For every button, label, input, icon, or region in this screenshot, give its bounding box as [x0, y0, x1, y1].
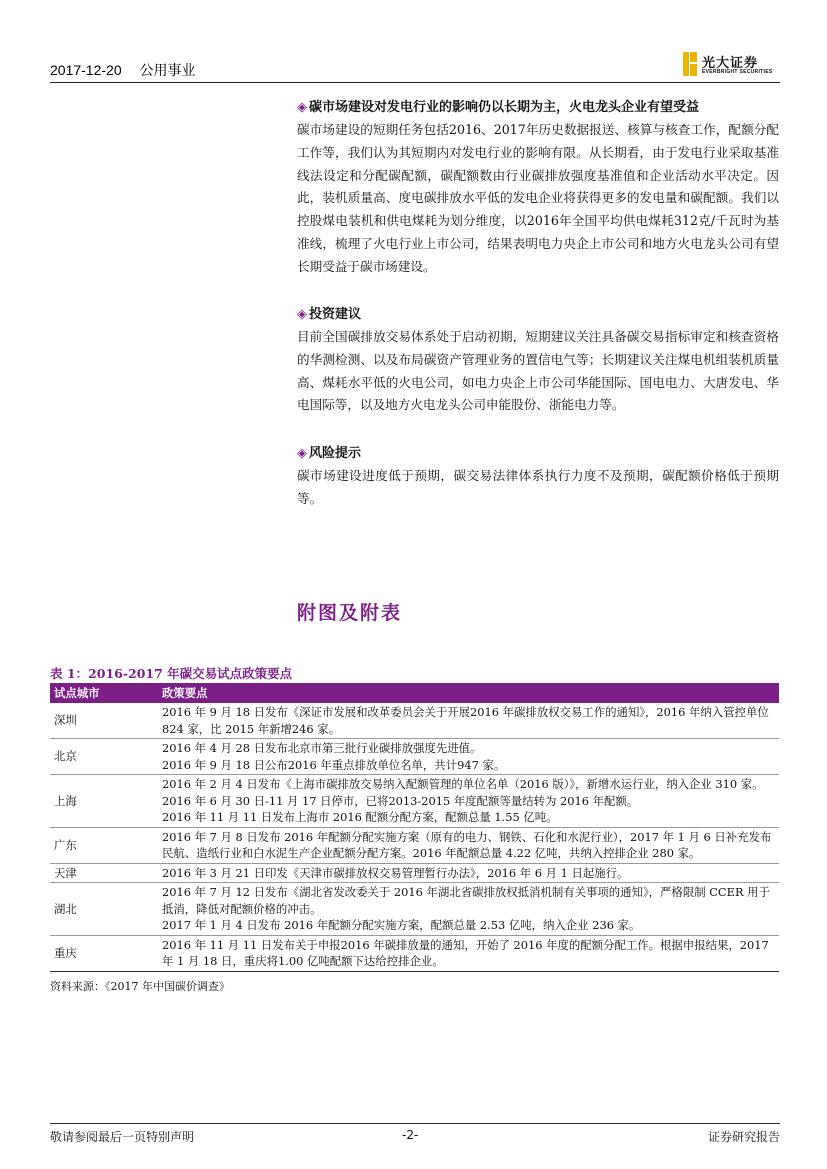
policy-point: 2016 年 11 月 11 日发布上海市 2016 配额分配方案，配额总量 1.55 亿吨。 — [162, 810, 558, 824]
policy-table — [50, 683, 779, 972]
section-risk-warning — [297, 443, 779, 511]
table-source: 资料来源：《2017 年中国碳价调查》 — [50, 980, 230, 993]
policy-point: 2016 年 7 月 12 日发布《湖北省发改委关于 2016 年湖北省碳排放权抵消机制有关事项的通知》，严格限制 CCER 用于抵消，降低对配额价格的冲击。 — [162, 885, 770, 916]
policy-point: 2016 年 4 月 28 日发布北京市第三批行业碳排放强度先进值。 — [162, 741, 482, 755]
diamond-bullet-icon: ◈ — [297, 100, 307, 115]
column-header-points: 政策要点 — [158, 683, 779, 703]
section-heading: ◈ 风险提示 — [297, 446, 362, 461]
table-row — [50, 703, 779, 739]
policy-point: 2017 年 1 月 4 日发布 2016 年配额分配实施方案，配额总量 2.53 亿吨，纳入企业 236 家。 — [162, 918, 641, 932]
footer-disclaimer: 敬请参阅最后一页特别声明 — [50, 1130, 195, 1144]
points-cell — [158, 935, 779, 971]
footer-report-type: 证券研究报告 — [707, 1130, 780, 1144]
table-row — [50, 775, 779, 828]
policy-point: 2016 年 3 月 21 日印发《天津市碳排放权交易管理暂行办法》，2016 年 6 月 1 日起施行。 — [162, 865, 629, 880]
city-cell: 深圳 — [50, 703, 158, 739]
report-sector: 公用事业 — [139, 62, 196, 78]
city-cell: 重庆 — [50, 935, 158, 971]
column-header-city: 试点城市 — [50, 683, 158, 703]
policy-point: 2016 年 9 月 18 日发布《深证市发展和改革委员会关于开展2016 年碳排放权交易工作的通知》，2016 年纳入管控单位 824 家，比 2015 年新增246 家。 — [162, 705, 769, 736]
diamond-bullet-icon: ◈ — [297, 307, 307, 322]
section-heading: ◈ 碳市场建设对发电行业的影响仍以长期为主，火电龙头企业有望受益 — [297, 100, 700, 115]
section-paragraph: 碳市场建设进度低于预期，碳交易法律体系执行力度不及预期，碳配额价格低于预期等。 — [297, 468, 779, 506]
policy-point: 2016 年 2 月 4 日发布《上海市碳排放交易纳入配额管理的单位名单（2016 版）》，新增水运行业，纳入企业 310 家。 — [162, 777, 764, 791]
footer-divider — [50, 1123, 780, 1124]
table-row — [50, 827, 779, 863]
points-cell — [158, 883, 779, 936]
table-title: 表 1：2016-2017 年碳交易试点政策要点 — [50, 666, 293, 681]
city-cell: 北京 — [50, 739, 158, 775]
table-header-row — [50, 683, 779, 703]
points-cell — [158, 863, 779, 883]
city-cell: 广东 — [50, 827, 158, 863]
table-row — [50, 739, 779, 775]
policy-point: 2016 年 7 月 8 日发布 2016 年配额分配实施方案（原有的电力、钢铁、石化和水泥行业），2017 年 1 月 6 日补充发布民航、造纸行业和白水泥生产企业配额分配方案。2016 年配额总量 4.22 亿吨，共纳入控排企业 280 家。 — [162, 829, 772, 860]
points-cell — [158, 827, 779, 863]
everbright-logo-icon — [683, 52, 697, 76]
header-divider — [50, 82, 780, 83]
city-cell: 上海 — [50, 775, 158, 828]
section-paragraph: 目前全国碳排放交易体系处于启动初期，短期建议关注具备碳交易指标审定和核查资格的华测检测、以及布局碳资产管理业务的置信电气等；长期建议关注煤电机组装机质量高、煤耗水平低的火电公司，如电力央企上市公司华能国际、国电电力、大唐发电、华电国际等，以及地方火电龙头公司申能股份、浙能电力等。 — [297, 329, 779, 413]
city-cell: 天津 — [50, 863, 158, 883]
section-carbon-market — [297, 97, 779, 279]
table-row — [50, 935, 779, 971]
city-cell: 湖北 — [50, 883, 158, 936]
points-cell — [158, 703, 779, 739]
logo-text-en: EVERBRIGHT SECURITIES — [702, 69, 773, 75]
diamond-bullet-icon: ◈ — [297, 446, 307, 461]
table-row — [50, 883, 779, 936]
table-row — [50, 863, 779, 883]
section-heading: ◈ 投资建议 — [297, 307, 362, 322]
section-investment-advice — [297, 304, 779, 417]
everbright-logo — [683, 52, 783, 78]
logo-text-cn: 光大证券 — [702, 56, 759, 71]
policy-point: 2016 年 9 月 18 日公布2016 年重点排放单位名单，共计947 家。 — [162, 757, 506, 772]
policy-point: 2016 年 6 月 30 日-11 月 17 日停市，已将2013-2015 年度配额等量结转为 2016 年配额。 — [162, 793, 639, 808]
section-paragraph: 碳市场建设的短期任务包括2016、2017年历史数据报送、核算与核查工作，配额分配工作等，我们认为其短期内对发电行业的影响有限。从长期看，由于发电行业采取基准线法设定和分配碳配额，碳配额数由行业碳排放强度基准值和企业活动水平决定。因此，装机质量高、度电碳排放水平低的发电企业将获得更多的发电量和碳配额。我们以控股煤电装机和供电煤耗为划分维度，以2016年全国平均供电煤耗312克/千瓦时为基准线，梳理了火电行业上市公司，结果表明电力央企上市公司和地方火电龙头公司有望长期受益于碳市场建设。 — [297, 122, 779, 274]
points-cell — [158, 775, 779, 828]
page-number: -2- — [402, 1128, 419, 1142]
report-date: 2017-12-20 — [50, 62, 122, 78]
points-cell — [158, 739, 779, 775]
policy-point: 2016 年 11 月 11 日发布关于申报2016 年碳排放量的通知，开始了 2016 年度的配额分配工作。根据申报结果，2017 年 1 月 18 日，重庆将1.00 亿吨配额下达给控排企业。 — [162, 937, 769, 968]
appendix-title: 附图及附表 — [297, 602, 403, 624]
page-header — [50, 60, 210, 80]
